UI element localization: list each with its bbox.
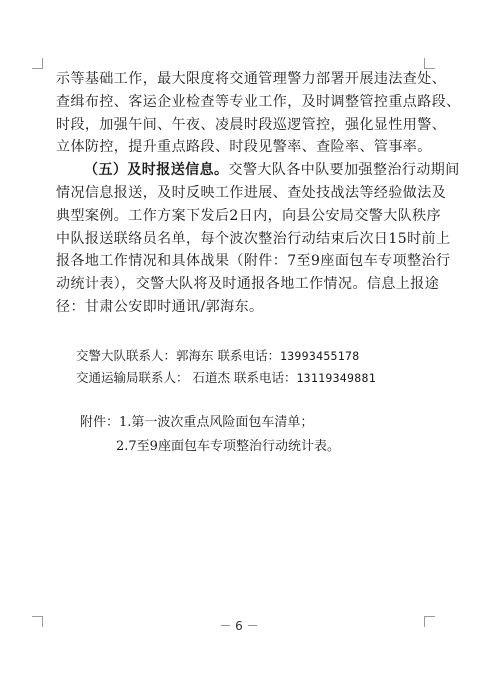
page-number: － 6 － — [219, 619, 259, 633]
contact-phone: 13119349881 — [296, 371, 376, 385]
contact-label: 交警大队联系人：郭海东 联系电话： — [76, 348, 280, 363]
section-5-heading: （五）及时报送信息。 — [84, 162, 229, 179]
contact-row-transport-bureau — [76, 367, 436, 389]
contact-label: 交通运输局联系人： 石道杰 联系电话： — [76, 370, 297, 385]
body-line: 典型案例。工作方案下发后2日内，向县公安局交警大队秩序 — [56, 207, 442, 224]
attachment-row-1 — [80, 411, 440, 435]
section-5-first-line-text: 交警大队各中队要加强整治行动期间 — [228, 162, 460, 179]
body-line: 示等基础工作，最大限度将交通管理警力部署开展违法查处、 — [56, 71, 447, 87]
attachment-label: 附件： — [80, 415, 120, 430]
document-body — [56, 68, 461, 319]
section-5-first-line — [56, 159, 460, 182]
attachment-row-2 — [80, 435, 440, 459]
crop-mark-top-left — [32, 58, 43, 69]
contact-row-traffic-police — [76, 345, 436, 367]
body-line: 查缉布控、客运企业检查等专业工作，及时调整管控重点路段、 — [56, 93, 461, 110]
contact-phone: 13993455178 — [279, 349, 360, 363]
attachment-item: 1.第一波次重点风险面包车清单； — [119, 415, 314, 430]
body-line: 中队报送联络员名单，每个波次整治行动结束后次日15时前上 — [56, 230, 451, 247]
contact-list — [76, 345, 436, 389]
body-line: 时段，加强午间、午夜、凌晨时段巡逻管控，强化显性用警、 — [56, 116, 447, 133]
attachment-item: 2.7至9座面包车专项整治行动统计表。 — [116, 439, 340, 454]
body-line: 报各地工作情况和具体战果（附件：7至9座面包车专项整治行 — [56, 253, 451, 270]
body-line: 动统计表），交警大队将及时通报各地工作情况。信息上报途 — [56, 276, 440, 293]
body-line: 立体防控，提升重点路段、时段见警率、查险率、管事率。 — [56, 139, 432, 156]
body-line: 径：甘肃公安即时通讯/郭海东。 — [56, 298, 264, 315]
attachment-list — [80, 411, 440, 459]
body-line: 情况信息报送，及时反映工作进展、查处技战法等经验做法及 — [56, 184, 447, 201]
